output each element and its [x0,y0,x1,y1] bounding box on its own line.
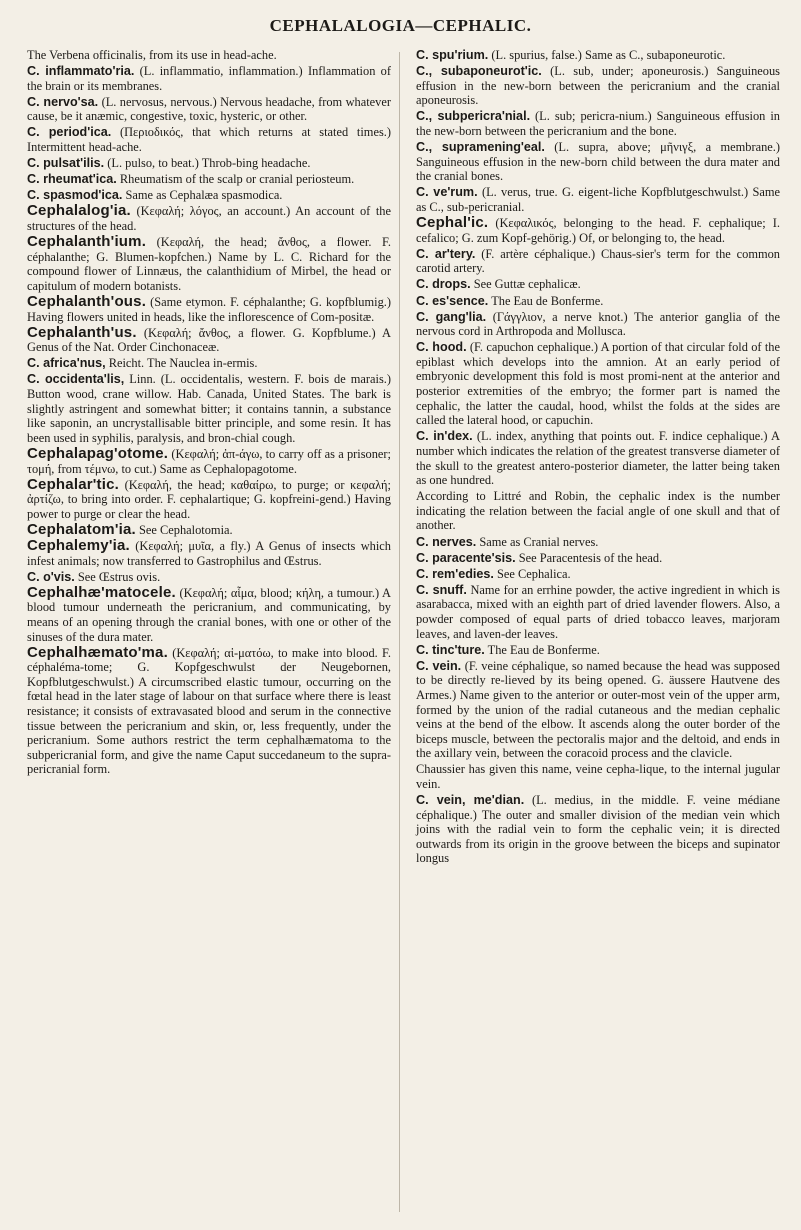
entry-headword: C. period'ica. [27,125,112,140]
entry-definition: See Œstrus ovis. [77,569,161,584]
entry-definition: The Verbena officinalis, from its use in head-ache. [27,48,277,62]
entry-headword: C. rheumat'ica. [27,172,117,187]
dictionary-entry [27,475,391,522]
dictionary-entry [416,551,780,566]
entry-definition: (L. sub; pericra-nium.) Sanguineous effusion in the new-born between the pericranium and the bone. [416,109,780,138]
dictionary-entry [416,793,780,866]
entry-definition: (Κεφαλικός, belonging to the head. F. cephalique; I. cefalico; G. zum Kopf-gehörig.) Of, or belonging to, the head. [416,216,780,245]
dictionary-entry [416,277,780,292]
entry-definition: (Κεφαλή; αἱ-ματόω, to make into blood. F. céphaléma-tome; G. Kopfgeschwulst der Neugebornen, Kopfblutgeschwulst.) A circumscribed elastic tumour, occurring on the fœtal head in the later stage of labour on that surface where there is least resistance; it consists of extravasated blood and serum in the connective tissue between the pericranium and skin, or, less frequently, under the pericranium. Some authors restrict the term cephalhæmatoma to the subpericranial form, and give the name Caput succedaneum to the supra-pericranial form. [27,645,391,777]
dictionary-entry [416,294,780,309]
entry-definition: (L. nervosus, nervous.) Nervous headache, from whatever cause, be it anæmic, congestive, toxic, hysteric, or other. [27,94,391,124]
dictionary-entry [27,156,391,171]
dictionary-entry [416,216,780,245]
entry-headword: Cephalar'tic. [27,475,120,493]
entry-definition: (L. sub, under; aponeurosis.) Sanguineous effusion in the new-born between the pericranium and the cranial aponeurosis. [416,64,780,108]
right-column [416,48,780,868]
dictionary-entry [27,570,391,585]
dictionary-entry [27,356,391,371]
entry-headword: C. ve'rum. [416,185,478,200]
entry-definition: (L. index, anything that points out. F. indice cephalique.) A number which indicates the relation of the greatest transverse diameter of the skull to the greatest antero-posterior diameter, the latter being taken as one hundred. [416,429,781,488]
entry-definition: (Περιοδικός, that which returns at stated times.) Intermittent head-ache. [27,125,391,155]
entry-headword: Cephalatom'ia. [27,520,136,538]
dictionary-entry [416,185,780,214]
entry-definition: (L. medius, in the middle. F. veine médiane céphalique.) The outer and smaller division of the median vein which joins with the radial vein to form the cephalic vein; it is directed outwards from its origin in the groove between the biceps and supinator longus [416,793,780,866]
entry-headword: C. spu'rium. [416,48,489,62]
entry-definition: (Κεφαλή; ἄνθος, a flower. G. Kopfblume.) A Genus of the Nat. Order Cinchonaceæ. [27,325,391,355]
entry-headword: C. vein, me'dian. [416,793,525,808]
entry-definition: (F. veine céphalique, so named because the head was supposed to be directly re-lieved by its being opened. G. äussere Hautvene des Armes.) Name given to the anterior or outer-most vein of the upper arm, formed by the union of the radial cutaneous and the median cephalic veins at the bend of the elbow. It ascends along the outer border of the biceps muscle, between the pectoralis major and the deltoid, and ends in the axillary vein, between the coracoid process and the clavicle. [416,658,780,761]
entry-headword: Cephalanth'ium. [27,233,147,251]
entry-definition: (L. verus, true. G. eigent-liche Kopfblutgeschwulst.) Same as C., sub-pericranial. [416,185,780,214]
dictionary-entry [27,323,391,355]
dictionary-entry [416,340,780,428]
entry-headword: C. occidenta'lis, [27,372,125,387]
entry-headword: C. es'sence. [416,293,489,308]
dictionary-entry [416,583,780,641]
entry-definition: Same as Cephalæa spasmodica. [125,188,283,203]
dictionary-entry [416,659,780,761]
entry-definition: See Cephalica. [497,566,571,581]
entry-definition: Same as Cranial nerves. [479,534,599,549]
entry-headword: C., subaponeurot'ic. [416,64,542,79]
entry-headword: C., supramening'eal. [416,140,545,155]
entry-definition: (Κεφαλή; λόγος, an account.) An account of the structures of the head. [27,204,391,234]
entry-headword: C. tinc'ture. [416,642,485,657]
entry-headword: C. snuff. [416,582,467,597]
entry-definition: Rheumatism of the scalp or cranial periosteum. [119,172,355,187]
entry-headword: Cephalhæ'matocele. [27,583,176,601]
dictionary-entry [27,125,391,154]
dictionary-entry [27,188,391,203]
entry-definition: Reicht. The Nauclea in-ermis. [108,356,258,371]
dictionary-entry [416,310,780,339]
entry-definition: See Cephalotomia. [139,522,233,537]
entry-definition: (L. supra, above; μῆνιγξ, a membrane.) Sanguineous effusion in the new-born child between the dura mater and the cranial bones. [416,140,780,184]
entry-definition: (Γάγγλιον, a nerve knot.) The anterior ganglia of the nervous cord in Arthropoda and Mollusca. [416,309,780,339]
dictionary-entry [416,489,780,533]
entry-headword: Cephalanth'ous. [27,293,147,310]
entry-headword: Cephalanth'us. [27,323,137,341]
entry-definition: (L. spurius, false.) Same as C., subaponeurotic. [491,48,726,62]
entry-definition: (L. pulso, to beat.) Throb-bing headache. [107,156,311,171]
entry-headword: Cephalhæmato'ma. [27,643,168,661]
dictionary-entry [416,535,780,550]
dictionary-entry [27,204,391,233]
entry-headword: C. nervo'sa. [27,94,99,109]
entry-headword: C. in'dex. [416,429,473,444]
entry-headword: Cephalemy'ia. [27,537,130,554]
page-header: CEPHALALOGIA—CEPHALIC. [269,16,532,35]
entry-definition: According to Littré and Robin, the cephalic index is the number indicating the relation between the facial angle of one skull and that of another. [416,489,780,533]
dictionary-entry [416,48,780,63]
dictionary-entry [416,643,780,658]
entry-definition: Chaussier has given this name, veine cepha-lique, to the internal jugular vein. [416,762,780,791]
entry-definition: See Paracentesis of the head. [518,550,663,565]
entry-headword: C. pulsat'ilis. [27,156,105,171]
entry-definition: (Κεφαλή, the head; ἄνθος, a flower. F. céphalanthe; G. Blumen-kopfchen.) Name by L. C. Richard for the compound flower of Linnæus, the calanthidium of Mirbel, the head or capitulum of modern botanists. [27,235,391,293]
entry-headword: C., subpericra'nial. [416,109,531,124]
entry-headword: C. africa'nus, [27,356,106,371]
dictionary-entry [27,295,391,324]
dictionary-entry [27,48,391,63]
dictionary-entry [27,583,391,644]
dictionary-entry [416,109,780,138]
entry-definition: (L. inflammatio, inflammation.) Inflammation of the brain or its membranes. [27,64,391,93]
entry-headword: C. gang'lia. [416,309,487,324]
entry-headword: Cephalalog'ia. [27,202,131,220]
entry-definition: The Eau de Bonferme. [487,642,600,657]
entry-headword: C. inflammato'ria. [27,64,135,79]
entry-headword: C. nerves. [416,534,477,549]
dictionary-entry [27,539,391,568]
dictionary-entry [416,567,780,582]
entry-definition: (Κεφαλή, the head; καθαίρω, to purge; or κεφαλή; ἀρτίζω, to bring into order. F. cephalartique; G. kopfreini-gend.) Having power to purge or clear the head. [27,477,391,521]
dictionary-entry [416,140,780,184]
dictionary-entry [27,372,391,445]
entry-definition: (F. capuchon cephalique.) A portion of that circular fold of the epiblast which develops into the amnion. At an early period of embryonic development this fold is most promi-nent at the anterior and posterior extremities of the embryo; the former part is named the cephalic, the latter the caudal, hood, whilst the folds at the sides are called the lateral hood, or capuchin. [416,340,780,428]
left-column [27,48,391,779]
dictionary-entry [27,444,391,476]
entry-headword: C. paracente'sis. [416,550,516,565]
entry-definition: (Κεφαλή; μυῖα, a fly.) A Genus of insects which infest animals; now transferred to Gastrophilus and Œstrus. [27,539,391,568]
entry-headword: C. ar'tery. [416,246,476,261]
entry-definition: (F. artère céphalique.) Chaus-sier's term for the common carotid artery. [416,246,780,276]
entry-headword: C. spasmod'ica. [27,188,123,203]
entry-headword: C. rem'edies. [416,566,494,581]
entry-definition: (Same etymon. F. céphalanthe; G. kopfblumig.) Having flowers united in heads, like the inflorescence of Com-positæ. [27,295,391,324]
entry-definition: (Κεφαλή; ἀπ-άγω, to carry off as a prisoner; τομή, from τέμνω, to cut.) Same as Cephalopagotome. [27,446,391,476]
entry-definition: Name for an errhine powder, the active ingredient in which is asarabacca, mixed with an eighth part of dried lavender flowers. Also, a powder composed of equal parts of dried tobacco leaves, marjoram leaves, and laven-der leaves. [416,582,780,641]
dictionary-entry [27,520,391,538]
dictionary-entry [27,235,391,293]
entry-headword: C. hood. [416,340,467,355]
dictionary-entry [27,95,391,124]
entry-definition: See Guttæ cephalicæ. [473,277,581,292]
entry-definition: The Eau de Bonferme. [491,293,604,308]
entry-definition: (Κεφαλή; αἷμα, blood; κήλη, a tumour.) A blood tumour underneath the pericranium, and communicating, by means of an opening through the cranial bones, with one or other of the sinuses of the dura mater. [27,585,391,644]
dictionary-entry [416,64,780,108]
column-divider [399,52,400,1212]
entry-headword: C. o'vis. [27,569,75,584]
entry-headword: Cephalapag'otome. [27,444,169,462]
entry-headword: C. vein. [416,658,462,673]
entry-definition: Linn. (L. occidentalis, western. F. bois de marais.) Button wood, crane willow. Hab. Canada, United States. The bark is slightly astringent and somewhat bitter; it contains tannin, a substance like saponin, an uncrystallisable bitter principle, and some resin. It has been used in syphilis, paralysis, and bron-chial cough. [27,372,391,445]
dictionary-entry [416,762,780,791]
dictionary-entry [27,643,391,777]
entry-headword: Cephal'ic. [416,214,489,232]
entry-headword: C. drops. [416,277,471,292]
dictionary-entry [27,64,391,93]
dictionary-entry [27,172,391,187]
dictionary-entry [416,429,780,487]
dictionary-entry [416,247,780,276]
